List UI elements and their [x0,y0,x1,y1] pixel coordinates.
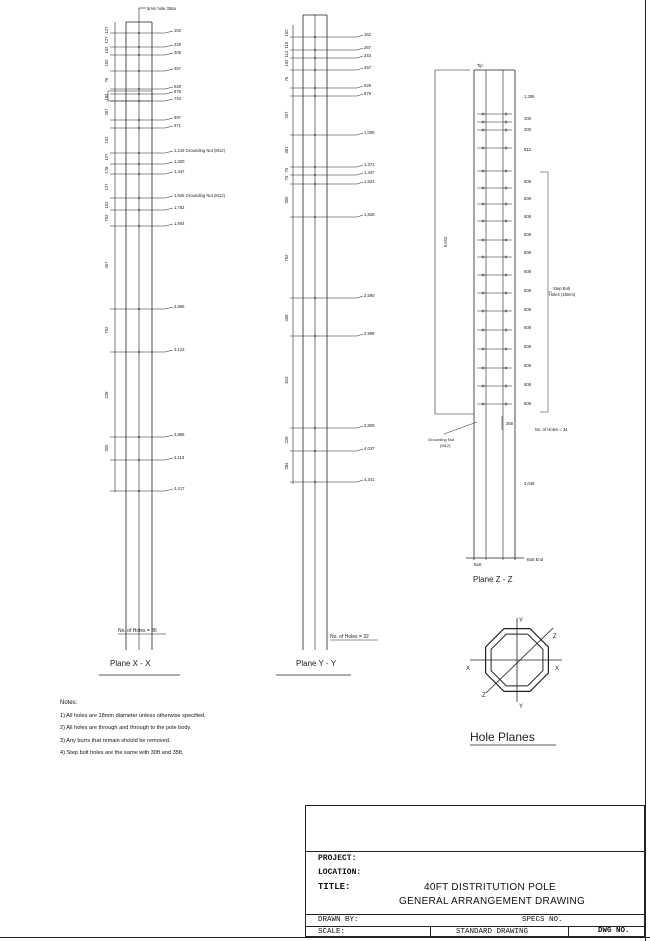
leader-line [165,162,173,164]
leader-line [165,307,173,309]
dimension-label: 152 [284,29,289,37]
leader-line [357,215,363,217]
hole-marker [138,163,140,165]
hole-label: 1,625 Grounding Nut (M12) [174,193,225,198]
leader-line [165,53,173,55]
leader-line [165,151,173,153]
drawing-title-line2: GENERAL ARRANGEMENT DRAWING [399,896,586,907]
hole-label: 152 [364,32,371,37]
hole-label: 1,828 [364,212,375,217]
hole-marker [138,70,140,72]
hole-marker [314,57,316,59]
axis-y-label-bottom: Y [519,704,524,710]
leader-line [357,133,363,135]
hole-label: 1,320 [174,159,185,164]
step-bolt-label: Step Bolt [553,286,570,291]
dimension-label: 508 [524,250,531,255]
leader-line [357,35,363,37]
leader-line [165,435,173,437]
dimension-label: 268 [506,421,513,426]
hole-marker [138,209,140,211]
dimension-label: 762 [104,214,109,222]
note-item: 1) All holes are 18mm diameter unless otherwise specified. [60,712,206,719]
hole-marker [314,481,316,483]
top-hole-label: 5mm hole 356a [147,6,176,11]
dimension-label: 115 [284,41,289,49]
hole-marker [138,225,140,227]
leader-line [357,48,363,50]
hole-marker [138,54,140,56]
leader-line [165,31,173,33]
plane-yy-drawing [276,15,378,675]
hole-label: 4,417 [174,486,185,491]
dimension-label: 114 [284,50,289,58]
leader-line [357,94,363,96]
dimension-label: 762 [284,254,289,262]
hole-marker [138,93,140,95]
dimension-label: 152 [104,201,109,209]
hole-label: 1,219 Grounding Nut (M12) [174,148,225,153]
plane-xx-drawing [99,6,226,675]
notes-block [60,697,206,760]
hole-label: 2,999 [364,331,375,336]
dimension-label: 508 [524,325,531,330]
leader-line [357,296,363,298]
leader-line [165,126,173,128]
hole-marker [138,197,140,199]
axis-x-label-left: X [466,666,471,672]
hole-label: 305 [174,50,181,55]
leader-line [165,458,173,460]
title-block [305,805,645,937]
dimension-label: 305 [284,196,289,204]
hole-marker [138,46,140,48]
hole-label: 628 [364,83,371,88]
leader-line [165,350,173,352]
hole-marker [314,95,316,97]
dimension-label: 458 [284,314,289,322]
leader-line [357,449,363,451]
plane-zz-drawing [428,63,576,584]
hole-label: 343 [364,53,371,58]
dimension-label: 813 [284,376,289,384]
hole-marker [138,152,140,154]
title-block-divider [306,914,644,915]
hole-label: 1,447 [174,169,185,174]
hole-marker [314,36,316,38]
leader-line [357,480,363,482]
note-item: 2) All holes are through and through to the pole body. [60,725,192,732]
dimension-label: 284 [284,462,289,470]
leader-line [165,69,173,71]
hole-label: 1,005 [364,130,375,135]
hole-label: 1,904 [174,221,185,226]
dimension-label: 76 [104,77,109,83]
note-item: 4) Step bolt holes are the same with 30ft and 35ft. [60,750,184,757]
leader-line [165,489,173,491]
standard-drawing-label: STANDARD DRAWING [456,928,529,936]
hole-marker [314,49,316,51]
hole-label: 971 [174,123,181,128]
hole-label: 1,523 [364,179,375,184]
hole-marker [314,183,316,185]
leader-line [357,182,363,184]
dimension-label: 200 [524,127,531,132]
hole-marker [314,174,316,176]
leader-line [357,56,363,58]
title-block-divider [568,926,569,938]
dimension-label: 1,359 [524,94,535,99]
hole-marker [314,216,316,218]
dimension-label: 508 [524,344,531,349]
dimension-label: 152 [104,46,109,54]
dimension-label: 508 [524,307,531,312]
leader-line [165,99,173,101]
hole-label: 457 [174,66,181,71]
dwg-no-label: DWG NO. [598,927,630,935]
axis-x-label-right: X [555,666,560,672]
leader-line [357,426,363,428]
plane-label: Plane Y - Y [296,659,337,668]
hole-marker [314,134,316,136]
dimension-label: 127 [104,183,109,191]
leader-line [357,165,363,167]
axis-y-label-top: Y [519,618,524,624]
dimension-label: 381 [284,146,289,154]
leader-line [357,68,363,70]
plane-label: Plane X - X [110,659,151,668]
hole-marker [314,87,316,89]
hole-label: 3,123 [174,347,185,352]
dimension-label: 228 [104,391,109,399]
leader-line [165,224,173,226]
location-label: LOCATION: [318,868,362,877]
dimension-label: 508 [524,179,531,184]
hole-label: 897 [174,115,181,120]
dimension-label: 508 [524,269,531,274]
dimension-label: 508 [524,214,531,219]
hole-planes-diagram [466,618,562,745]
hole-label: 4,037 [364,446,375,451]
dimension-label: 508 [524,196,531,201]
hole-marker [138,88,140,90]
dimension-label: 76 [284,175,289,181]
dimension-label: 267 [284,111,289,119]
hole-label: 2,666 [174,304,185,309]
hole-label: 229 [174,42,181,47]
grounding-label: Grounding Nut [428,437,455,442]
dimension-label: 127 [104,36,109,44]
axis-z-label-top: Z [553,634,557,640]
hole-marker [314,69,316,71]
dimension-label: 300 [524,116,531,121]
hole-label: 1,447 [364,170,375,175]
dimension-label: 508 [524,382,531,387]
hole-marker [138,173,140,175]
title-block-divider [306,926,644,927]
butt-label: Butt [474,562,482,567]
hole-label: 2,590 [364,293,375,298]
hole-marker [138,32,140,34]
leader-line [165,172,173,174]
dimension-label: 3,048 [524,481,535,486]
tip-label: Tip [477,63,483,68]
dimension-label: 102 [104,136,109,144]
dimension-label: 178 [104,166,109,174]
title-label: TITLE: [318,882,351,892]
butt-end-label: Butt End [527,557,544,562]
hole-label: 628 [174,84,181,89]
specs-no-label: SPECS NO. [522,916,563,924]
leader-line [357,86,363,88]
hole-label: 4,113 [174,455,185,460]
hole-label: 675 [174,89,181,94]
dimension-label: 508 [524,288,531,293]
leader-line [165,196,173,198]
hole-label: 679 [364,91,371,96]
dimension-label: 76 [284,167,289,173]
hole-marker [314,297,316,299]
hole-label: 743 [174,96,181,101]
hole-marker [138,459,140,461]
dimension-label: 305 [104,444,109,452]
dimension-label: 184 [104,93,109,101]
dimension-label: 457 [104,261,109,269]
dimension-label: 76 [284,76,289,82]
main-length-label: 9,652 [443,236,448,248]
leader-line [165,118,173,120]
title-block-divider [430,926,431,938]
leader-line [444,422,477,434]
project-label: PROJECT: [318,854,357,863]
hole-label: 4,341 [364,477,375,482]
hole-marker [138,119,140,121]
title-block-divider [306,851,644,852]
note-item: 3) Any burrs that remain should be removed. [60,737,171,744]
hole-label: 1,371 [364,162,375,167]
holes-count-label: No. of Holes = 36 [118,628,157,634]
dimension-label: 152 [104,59,109,67]
hole-marker [314,335,316,337]
hole-planes-title: Hole Planes [470,730,535,744]
scale-label: SCALE: [318,928,346,936]
drawn-by-label: DRAWN BY: [318,916,359,924]
hole-label: 3,885 [174,432,185,437]
hole-marker [138,490,140,492]
leader-line [165,87,173,89]
hole-marker [314,166,316,168]
hole-label: 267 [364,45,371,50]
hole-label: 102 [174,28,181,33]
leader-line [165,208,173,210]
leader-line [357,173,363,175]
hole-label: 457 [364,65,371,70]
dimension-label: 127 [104,153,109,161]
holes-count-label: No. of Holes = 34 [535,427,568,432]
hole-marker [138,308,140,310]
hole-marker [314,427,316,429]
holes-count-label: No. of Holes = 32 [330,634,369,640]
leader-line [165,45,173,47]
hole-marker [138,436,140,438]
axis-z-label-bottom: Z [482,693,486,699]
dimension-label: 228 [284,436,289,444]
dimension-label: 612 [524,147,531,152]
drawing-title-line1: 40FT DISTRITUTION POLE [424,882,556,893]
dimension-label: 152 [284,59,289,67]
dimension-label: 508 [524,232,531,237]
dimension-label: 508 [524,401,531,406]
plane-label: Plane Z - Z [473,575,513,584]
grounding-label: (M12) [440,443,451,448]
crossarm-box [108,91,152,101]
hole-label: 1,752 [174,205,185,210]
dimension-label: 508 [524,363,531,368]
hole-marker [138,127,140,129]
notes-heading: Notes: [60,700,78,706]
step-bolt-label: Holes (18mm) [549,292,576,297]
hole-label: 3,809 [364,423,375,428]
leader-line [165,92,173,94]
leader-line [357,334,363,336]
hole-marker [138,351,140,353]
dimension-label: 127 [104,26,109,34]
hole-marker [314,450,316,452]
dimension-label: 267 [104,108,109,116]
dimension-label: 762 [104,326,109,334]
